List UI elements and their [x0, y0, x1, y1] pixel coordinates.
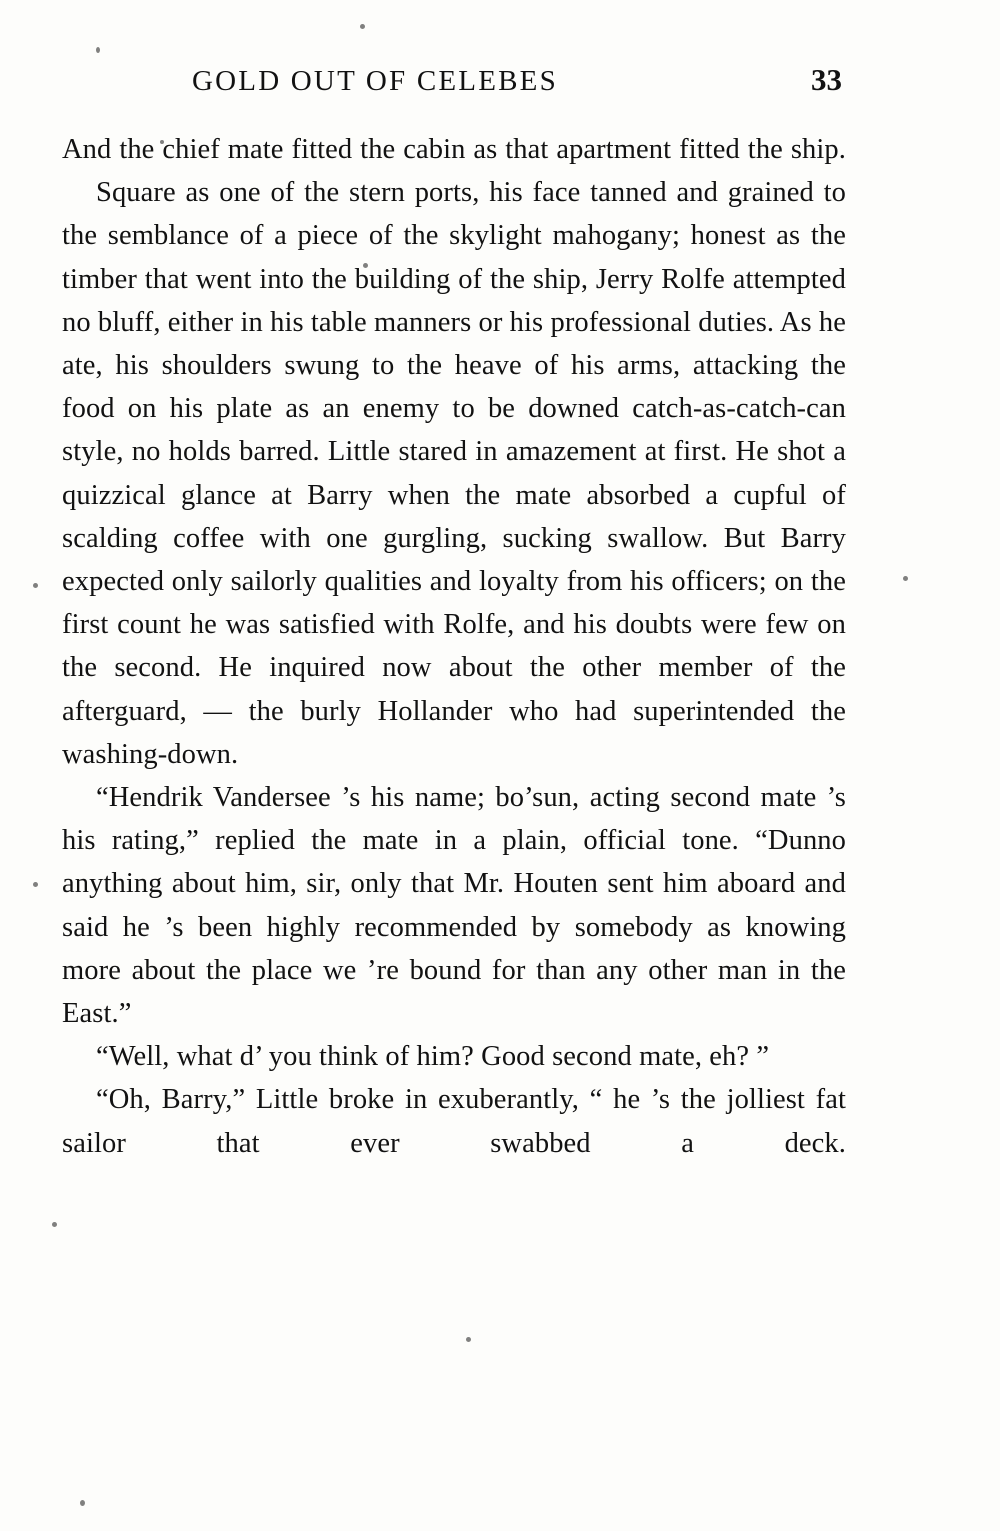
scan-speck: [33, 583, 38, 588]
paragraph: “Oh, Barry,” Little broke in exuberantly, “ he ’s the jolliest fat sailor that ever swabbed a deck.: [62, 1084, 846, 1159]
scan-speck: [466, 1337, 471, 1342]
page-number: 33: [811, 62, 842, 97]
paragraph: “Hendrik Vandersee ’s his name; bo’sun, acting second mate ’s his rating,” replied the mate in a plain, official tone. “Dunno anything about him, sir, only that Mr. Houten sent him aboard and said he ’s been highly recommended by somebody as knowing more about the place we ’re bound for than any other man in the East.”: [62, 782, 846, 1030]
page-body: [62, 128, 846, 1165]
paragraph: “Well, what d’ you think of him? Good second mate, eh? ”: [96, 1041, 770, 1073]
scan-speck: [903, 576, 908, 581]
scan-speck: [52, 1222, 57, 1227]
paragraph: And the chief mate fitted the cabin as that apartment fitted the ship.: [62, 134, 846, 165]
running-title: GOLD OUT OF CELEBES: [192, 65, 558, 97]
scan-speck: [96, 47, 100, 53]
scan-speck: [33, 882, 38, 887]
scan-speck: [360, 24, 365, 29]
scan-speck: [80, 1500, 85, 1506]
page-header: [62, 62, 842, 98]
paragraph: Square as one of the stern ports, his face tanned and grained to the semblance of a piece of the skylight mahogany; honest as the timber that went into the building of the ship, Jerry Rolfe attempted no bluff, either in his table manners or his professional duties. As he ate, his shoulders swung to the heave of his arms, attacking the food on his plate as an enemy to be downed catch-as-catch-can style, no holds barred. Little stared in amazement at first. He shot a quizzical glance at Barry when the mate absorbed a cupful of scalding coffee with one gurgling, sucking swallow. But Barry expected only sailorly qualities and loyalty from his officers; on the first count he was satisfied with Rolfe, and his doubts were few on the second. He inquired now about the other member of the afterguard, — the burly Hollander who had superintended the washing-down.: [62, 177, 846, 770]
